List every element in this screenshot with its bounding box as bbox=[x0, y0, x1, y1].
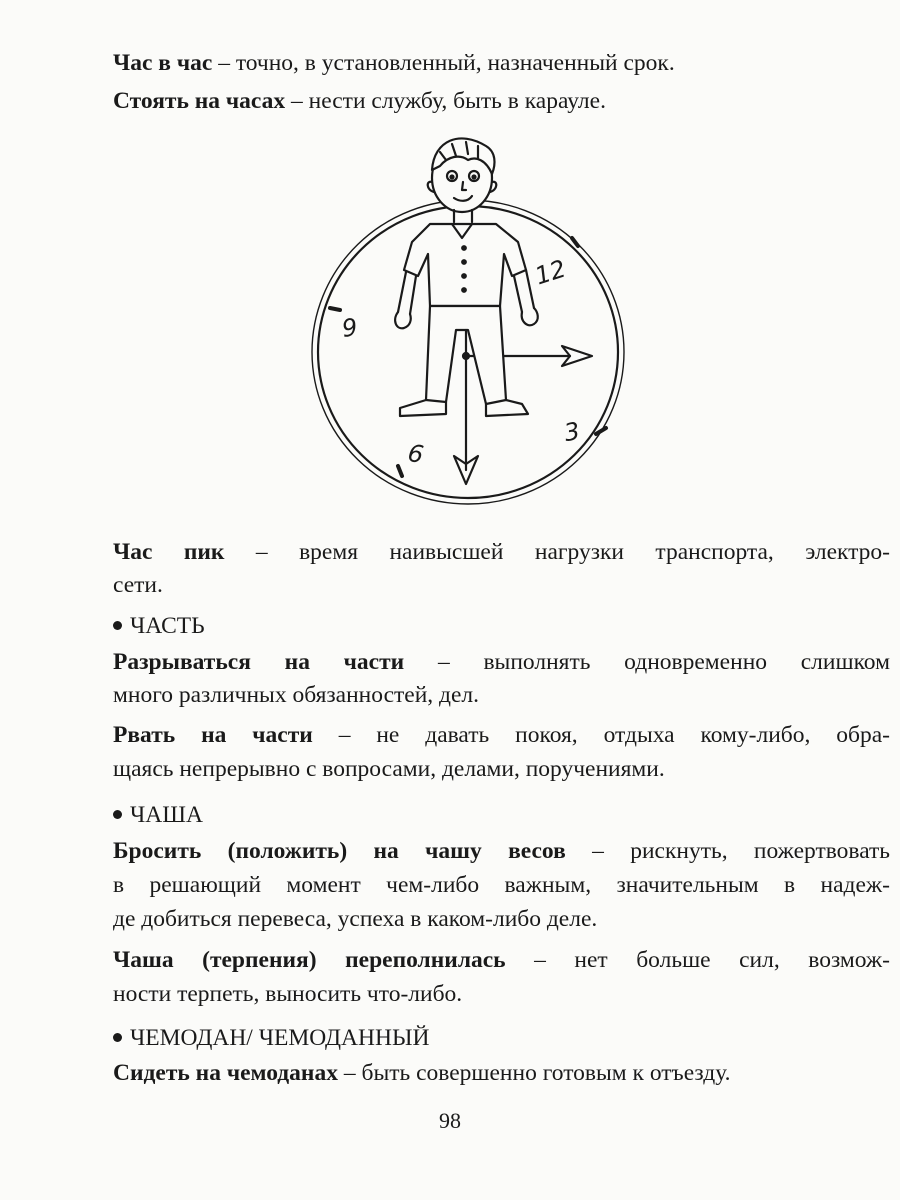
clock-number-6: 6 bbox=[405, 438, 426, 470]
heading-chast: ЧАСТЬ bbox=[113, 607, 893, 645]
entry-rvat-line1: Рвать на части – не давать покоя, отдыха кому-либо, обра- bbox=[113, 722, 890, 748]
entry-chas-pik-line2: сети. bbox=[113, 572, 163, 598]
entry-chasha-terpeniya-line2: ности терпеть, выносить что-либо. bbox=[113, 981, 463, 1007]
clock-number-9: 9 bbox=[340, 313, 360, 343]
entry-brosit-line1: Бросить (положить) на чашу весов – рискнуть, пожертвовать bbox=[113, 838, 891, 864]
entry-rvat-line2: щаясь непрерывно с вопросами, делами, поручениями. bbox=[113, 756, 665, 782]
bullet-icon bbox=[113, 810, 122, 819]
bullet-icon bbox=[113, 621, 122, 630]
clock-boy-illustration bbox=[300, 130, 660, 510]
boy-shirt bbox=[404, 224, 526, 306]
entry-razryvatsya-line1: Разрываться на части – выполнять одновременно слишком bbox=[113, 649, 890, 675]
entry-chas-pik-line1: Час пик – время наивысшей нагрузки транспорта, электро- bbox=[113, 539, 890, 565]
clock-number-12: 12 bbox=[531, 254, 570, 291]
entry-sidet-na-chemodanah: Сидеть на чемоданах – быть совершенно готовым к отъезду. bbox=[113, 1060, 731, 1086]
page-number: 98 bbox=[439, 1108, 461, 1133]
entry-razryvatsya-line2: много различных обязанностей, дел. bbox=[113, 682, 480, 708]
entry-chasha-terpeniya-line1: Чаша (терпения) переполнилась – нет больше сил, возмож- bbox=[113, 947, 890, 973]
heading-chemodan: ЧЕМОДАН/ ЧЕМОДАННЫЙ bbox=[113, 1019, 893, 1057]
entry-chas-v-chas: Час в час – точно, в установленный, назначенный срок. bbox=[113, 50, 675, 76]
entry-stoyat-na-chasah: Стоять на часах – нести службу, быть в карауле. bbox=[113, 88, 606, 114]
clock-number-3: 3 bbox=[562, 416, 582, 448]
bullet-icon bbox=[113, 1033, 122, 1042]
entry-brosit-line3: де добиться перевеса, успеха в каком-либо деле. bbox=[113, 906, 598, 932]
heading-chasha: ЧАША bbox=[113, 796, 893, 834]
entry-brosit-line2: в решающий момент чем-либо важным, значительным в надеж- bbox=[113, 872, 890, 898]
